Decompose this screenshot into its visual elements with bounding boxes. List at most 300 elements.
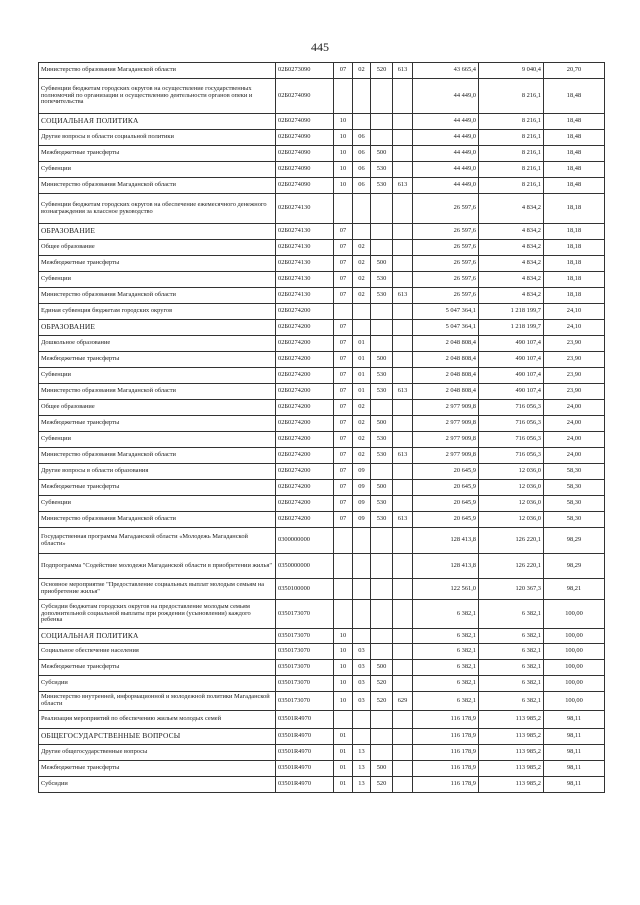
expense-type-code: 530 (371, 448, 393, 464)
item-name: ОБЩЕГОСУДАРСТВЕННЫЕ ВОПРОСЫ (39, 729, 276, 745)
section-code: 07 (334, 512, 353, 528)
actual-amount: 6 382,1 (479, 692, 544, 711)
execution-percent: 18,48 (544, 162, 605, 178)
expense-type-code (371, 554, 393, 579)
expense-type-code: 500 (371, 416, 393, 432)
subsection-code: 01 (353, 368, 371, 384)
item-name: Субсидии бюджетам городских округов на предоставление молодым семьям дополнительной социальной выплаты при рождении (усыновлении) каждого ребенка (39, 600, 276, 629)
table-row (39, 320, 605, 336)
section-code: 10 (334, 660, 353, 676)
item-name: Подпрограмма "Содействие молодежи Магаданской области в приобретении жилья" (39, 554, 276, 579)
planned-amount: 2 977 909,8 (413, 416, 479, 432)
table-row (39, 162, 605, 178)
department-code: 613 (393, 384, 413, 400)
planned-amount: 2 048 808,4 (413, 352, 479, 368)
target-article-code: 02Б0274130 (276, 224, 334, 240)
planned-amount: 116 178,9 (413, 777, 479, 793)
planned-amount: 26 597,6 (413, 194, 479, 224)
actual-amount: 113 985,2 (479, 761, 544, 777)
execution-percent: 24,00 (544, 400, 605, 416)
table-row (39, 272, 605, 288)
section-code: 07 (334, 496, 353, 512)
table-row (39, 660, 605, 676)
section-code (334, 304, 353, 320)
execution-percent: 58,30 (544, 464, 605, 480)
expense-type-code: 520 (371, 63, 393, 79)
table-row (39, 304, 605, 320)
target-article-code: 0300000000 (276, 528, 334, 554)
section-code: 01 (334, 729, 353, 745)
section-code: 07 (334, 272, 353, 288)
actual-amount: 126 220,1 (479, 554, 544, 579)
section-code: 10 (334, 162, 353, 178)
execution-percent: 98,11 (544, 729, 605, 745)
table-row (39, 114, 605, 130)
target-article-code: 02Б0274130 (276, 288, 334, 304)
target-article-code: 02Б0274090 (276, 79, 334, 114)
section-code (334, 600, 353, 629)
item-name: Основное мероприятие "Предоставление социальных выплат молодым семьям на приобретение жилья" (39, 579, 276, 600)
subsection-code: 03 (353, 692, 371, 711)
target-article-code: 03501R4970 (276, 761, 334, 777)
subsection-code: 03 (353, 676, 371, 692)
table-row (39, 692, 605, 711)
planned-amount: 20 645,9 (413, 464, 479, 480)
planned-amount: 5 047 364,1 (413, 320, 479, 336)
execution-percent: 24,00 (544, 432, 605, 448)
execution-percent: 98,11 (544, 777, 605, 793)
table-row (39, 448, 605, 464)
target-article-code: 02Б0274130 (276, 240, 334, 256)
department-code (393, 146, 413, 162)
item-name: ОБРАЗОВАНИЕ (39, 224, 276, 240)
item-name: Реализация мероприятий по обеспечению жильем молодых семей (39, 711, 276, 729)
department-code (393, 554, 413, 579)
table-row (39, 629, 605, 644)
department-code (393, 130, 413, 146)
target-article-code: 02Б0273090 (276, 63, 334, 79)
expense-type-code: 520 (371, 692, 393, 711)
section-code (334, 194, 353, 224)
subsection-code: 02 (353, 272, 371, 288)
table-row (39, 384, 605, 400)
department-code (393, 676, 413, 692)
item-name: СОЦИАЛЬНАЯ ПОЛИТИКА (39, 629, 276, 644)
department-code (393, 256, 413, 272)
expense-type-code: 500 (371, 660, 393, 676)
execution-percent: 58,30 (544, 512, 605, 528)
actual-amount: 1 218 199,7 (479, 320, 544, 336)
execution-percent: 18,48 (544, 130, 605, 146)
item-name: СОЦИАЛЬНАЯ ПОЛИТИКА (39, 114, 276, 130)
expense-type-code (371, 224, 393, 240)
actual-amount: 6 382,1 (479, 644, 544, 660)
item-name: Субвенции (39, 496, 276, 512)
department-code (393, 416, 413, 432)
subsection-code: 02 (353, 240, 371, 256)
subsection-code: 02 (353, 288, 371, 304)
department-code (393, 114, 413, 130)
department-code (393, 761, 413, 777)
target-article-code: 02Б0274200 (276, 368, 334, 384)
planned-amount: 26 597,6 (413, 224, 479, 240)
execution-percent: 23,90 (544, 384, 605, 400)
planned-amount: 44 449,0 (413, 162, 479, 178)
table-row (39, 224, 605, 240)
expense-type-code (371, 400, 393, 416)
item-name: Межбюджетные трансферты (39, 660, 276, 676)
table-row (39, 528, 605, 554)
section-code: 10 (334, 692, 353, 711)
subsection-code: 02 (353, 416, 371, 432)
expense-type-code: 500 (371, 480, 393, 496)
subsection-code (353, 224, 371, 240)
execution-percent: 98,29 (544, 554, 605, 579)
target-article-code: 0350173070 (276, 644, 334, 660)
target-article-code: 02Б0274200 (276, 464, 334, 480)
expense-type-code (371, 644, 393, 660)
section-code: 07 (334, 63, 353, 79)
execution-percent: 18,18 (544, 272, 605, 288)
item-name: Межбюджетные трансферты (39, 761, 276, 777)
expense-type-code: 500 (371, 761, 393, 777)
actual-amount: 8 216,1 (479, 162, 544, 178)
expense-type-code (371, 240, 393, 256)
department-code (393, 480, 413, 496)
table-row (39, 146, 605, 162)
department-code: 613 (393, 288, 413, 304)
subsection-code: 13 (353, 777, 371, 793)
section-code: 10 (334, 629, 353, 644)
subsection-code (353, 304, 371, 320)
table-row (39, 336, 605, 352)
item-name: Министерство образования Магаданской области (39, 448, 276, 464)
execution-percent: 24,00 (544, 416, 605, 432)
actual-amount: 8 216,1 (479, 79, 544, 114)
table-row (39, 368, 605, 384)
expense-type-code (371, 130, 393, 146)
section-code: 07 (334, 224, 353, 240)
section-code: 10 (334, 676, 353, 692)
planned-amount: 6 382,1 (413, 629, 479, 644)
actual-amount: 716 056,3 (479, 400, 544, 416)
item-name: Субсидии (39, 777, 276, 793)
subsection-code (353, 629, 371, 644)
execution-percent: 100,00 (544, 676, 605, 692)
execution-percent: 100,00 (544, 629, 605, 644)
target-article-code: 02Б0274200 (276, 416, 334, 432)
subsection-code: 06 (353, 178, 371, 194)
subsection-code (353, 114, 371, 130)
department-code: 613 (393, 63, 413, 79)
target-article-code: 0350173070 (276, 629, 334, 644)
planned-amount: 26 597,6 (413, 256, 479, 272)
section-code: 07 (334, 320, 353, 336)
target-article-code: 02Б0274130 (276, 272, 334, 288)
table-row (39, 644, 605, 660)
actual-amount: 4 834,2 (479, 194, 544, 224)
execution-percent: 18,48 (544, 79, 605, 114)
planned-amount: 26 597,6 (413, 240, 479, 256)
subsection-code: 09 (353, 464, 371, 480)
execution-percent: 18,18 (544, 256, 605, 272)
item-name: Министерство образования Магаданской области (39, 512, 276, 528)
planned-amount: 116 178,9 (413, 745, 479, 761)
department-code (393, 368, 413, 384)
item-name: Дошкольное образование (39, 336, 276, 352)
target-article-code: 02Б0274200 (276, 432, 334, 448)
expense-type-code: 530 (371, 162, 393, 178)
item-name: Министерство образования Магаданской области (39, 178, 276, 194)
section-code: 01 (334, 761, 353, 777)
execution-percent: 18,48 (544, 114, 605, 130)
expense-type-code (371, 79, 393, 114)
department-code (393, 162, 413, 178)
table-row (39, 729, 605, 745)
department-code (393, 629, 413, 644)
table-row (39, 130, 605, 146)
target-article-code: 0350173070 (276, 600, 334, 629)
actual-amount: 12 036,0 (479, 480, 544, 496)
department-code (393, 745, 413, 761)
subsection-code: 09 (353, 496, 371, 512)
department-code (393, 320, 413, 336)
section-code: 10 (334, 130, 353, 146)
item-name: Другие вопросы в области образования (39, 464, 276, 480)
section-code: 01 (334, 777, 353, 793)
subsection-code: 06 (353, 146, 371, 162)
actual-amount: 113 985,2 (479, 729, 544, 745)
section-code (334, 79, 353, 114)
target-article-code: 02Б0274200 (276, 304, 334, 320)
planned-amount: 116 178,9 (413, 711, 479, 729)
subsection-code: 09 (353, 512, 371, 528)
item-name: Министерство образования Магаданской области (39, 63, 276, 79)
execution-percent: 100,00 (544, 660, 605, 676)
subsection-code: 13 (353, 745, 371, 761)
actual-amount: 4 834,2 (479, 240, 544, 256)
section-code: 07 (334, 240, 353, 256)
expense-type-code (371, 336, 393, 352)
planned-amount: 2 048 808,4 (413, 368, 479, 384)
target-article-code: 03501R4970 (276, 745, 334, 761)
department-code (393, 496, 413, 512)
subsection-code: 02 (353, 432, 371, 448)
planned-amount: 128 413,8 (413, 554, 479, 579)
section-code: 07 (334, 336, 353, 352)
target-article-code: 0350000000 (276, 554, 334, 579)
table-row (39, 711, 605, 729)
execution-percent: 18,18 (544, 288, 605, 304)
department-code (393, 400, 413, 416)
target-article-code: 03501R4970 (276, 711, 334, 729)
planned-amount: 44 449,0 (413, 130, 479, 146)
table-row (39, 512, 605, 528)
subsection-code: 02 (353, 256, 371, 272)
actual-amount: 1 218 199,7 (479, 304, 544, 320)
table-row (39, 288, 605, 304)
subsection-code: 02 (353, 63, 371, 79)
actual-amount: 716 056,3 (479, 448, 544, 464)
section-code: 01 (334, 745, 353, 761)
actual-amount: 126 220,1 (479, 528, 544, 554)
subsection-code: 06 (353, 130, 371, 146)
planned-amount: 44 449,0 (413, 79, 479, 114)
execution-percent: 98,11 (544, 761, 605, 777)
execution-percent: 18,48 (544, 178, 605, 194)
expense-type-code: 530 (371, 496, 393, 512)
expense-type-code: 530 (371, 512, 393, 528)
item-name: Социальное обеспечение населения (39, 644, 276, 660)
section-code: 07 (334, 384, 353, 400)
actual-amount: 8 216,1 (479, 146, 544, 162)
expense-type-code: 530 (371, 384, 393, 400)
actual-amount: 4 834,2 (479, 256, 544, 272)
execution-percent: 20,70 (544, 63, 605, 79)
target-article-code: 0350173070 (276, 660, 334, 676)
planned-amount: 2 977 909,8 (413, 432, 479, 448)
subsection-code (353, 320, 371, 336)
target-article-code: 02Б0274090 (276, 114, 334, 130)
item-name: Субвенции бюджетам городских округов на обеспечение ежемесячного денежного вознаграждения за классное руководство (39, 194, 276, 224)
item-name: Субвенции бюджетам городских округов на осуществление государственных полномочий по организации и осуществлению деятельности органов опеки и попечительства (39, 79, 276, 114)
execution-percent: 23,90 (544, 352, 605, 368)
table-row (39, 194, 605, 224)
planned-amount: 44 449,0 (413, 146, 479, 162)
table-row (39, 676, 605, 692)
target-article-code: 02Б0274130 (276, 256, 334, 272)
planned-amount: 2 048 808,4 (413, 336, 479, 352)
expense-type-code (371, 194, 393, 224)
target-article-code: 02Б0274200 (276, 480, 334, 496)
execution-percent: 24,00 (544, 448, 605, 464)
actual-amount: 490 107,4 (479, 384, 544, 400)
expense-type-code (371, 304, 393, 320)
target-article-code: 02Б0274200 (276, 384, 334, 400)
target-article-code: 02Б0274090 (276, 130, 334, 146)
planned-amount: 128 413,8 (413, 528, 479, 554)
table-row (39, 432, 605, 448)
expense-type-code (371, 320, 393, 336)
section-code: 07 (334, 400, 353, 416)
planned-amount: 20 645,9 (413, 496, 479, 512)
item-name: Другие вопросы в области социальной политики (39, 130, 276, 146)
table-row (39, 600, 605, 629)
section-code: 10 (334, 114, 353, 130)
target-article-code: 02Б0274090 (276, 178, 334, 194)
section-code (334, 579, 353, 600)
actual-amount: 4 834,2 (479, 288, 544, 304)
planned-amount: 5 047 364,1 (413, 304, 479, 320)
actual-amount: 490 107,4 (479, 336, 544, 352)
department-code (393, 352, 413, 368)
department-code: 629 (393, 692, 413, 711)
expense-type-code: 530 (371, 368, 393, 384)
actual-amount: 8 216,1 (479, 130, 544, 146)
subsection-code (353, 729, 371, 745)
subsection-code: 06 (353, 162, 371, 178)
planned-amount: 122 561,0 (413, 579, 479, 600)
table-row (39, 178, 605, 194)
planned-amount: 20 645,9 (413, 512, 479, 528)
section-code: 07 (334, 368, 353, 384)
expense-type-code: 530 (371, 432, 393, 448)
department-code (393, 660, 413, 676)
table-row (39, 240, 605, 256)
page-number: 445 (311, 40, 329, 54)
subsection-code: 01 (353, 384, 371, 400)
actual-amount: 716 056,3 (479, 432, 544, 448)
subsection-code (353, 600, 371, 629)
planned-amount: 6 382,1 (413, 660, 479, 676)
department-code (393, 79, 413, 114)
planned-amount: 44 449,0 (413, 114, 479, 130)
expense-type-code: 500 (371, 352, 393, 368)
item-name: Министерство образования Магаданской области (39, 384, 276, 400)
item-name: Межбюджетные трансферты (39, 352, 276, 368)
actual-amount: 113 985,2 (479, 777, 544, 793)
section-code (334, 554, 353, 579)
department-code (393, 272, 413, 288)
target-article-code: 02Б0274090 (276, 162, 334, 178)
subsection-code: 03 (353, 660, 371, 676)
table-row (39, 480, 605, 496)
department-code (393, 729, 413, 745)
execution-percent: 100,00 (544, 692, 605, 711)
item-name: Единая субвенция бюджетам городских округов (39, 304, 276, 320)
table-row (39, 63, 605, 79)
actual-amount: 6 382,1 (479, 676, 544, 692)
execution-percent: 98,11 (544, 711, 605, 729)
subsection-code: 01 (353, 352, 371, 368)
section-code: 07 (334, 352, 353, 368)
section-code: 07 (334, 480, 353, 496)
expense-type-code (371, 114, 393, 130)
planned-amount: 6 382,1 (413, 692, 479, 711)
subsection-code: 09 (353, 480, 371, 496)
subsection-code (353, 194, 371, 224)
planned-amount: 26 597,6 (413, 272, 479, 288)
execution-percent: 23,90 (544, 336, 605, 352)
target-article-code: 02Б0274200 (276, 352, 334, 368)
planned-amount: 6 382,1 (413, 600, 479, 629)
table-row (39, 496, 605, 512)
item-name: Государственная программа Магаданской области «Молодежь Магаданской области» (39, 528, 276, 554)
expense-type-code: 520 (371, 777, 393, 793)
table-row (39, 745, 605, 761)
section-code: 07 (334, 288, 353, 304)
table-row (39, 579, 605, 600)
target-article-code: 02Б0274090 (276, 146, 334, 162)
table-row (39, 761, 605, 777)
actual-amount: 8 216,1 (479, 178, 544, 194)
actual-amount: 6 382,1 (479, 600, 544, 629)
execution-percent: 100,00 (544, 600, 605, 629)
target-article-code: 0350173070 (276, 676, 334, 692)
department-code (393, 464, 413, 480)
item-name: Межбюджетные трансферты (39, 416, 276, 432)
expense-type-code: 530 (371, 288, 393, 304)
table-row (39, 416, 605, 432)
item-name: Межбюджетные трансферты (39, 146, 276, 162)
subsection-code: 13 (353, 761, 371, 777)
planned-amount: 2 048 808,4 (413, 384, 479, 400)
execution-percent: 98,29 (544, 528, 605, 554)
department-code: 613 (393, 512, 413, 528)
table-row (39, 256, 605, 272)
item-name: Общее образование (39, 400, 276, 416)
execution-percent: 24,10 (544, 304, 605, 320)
